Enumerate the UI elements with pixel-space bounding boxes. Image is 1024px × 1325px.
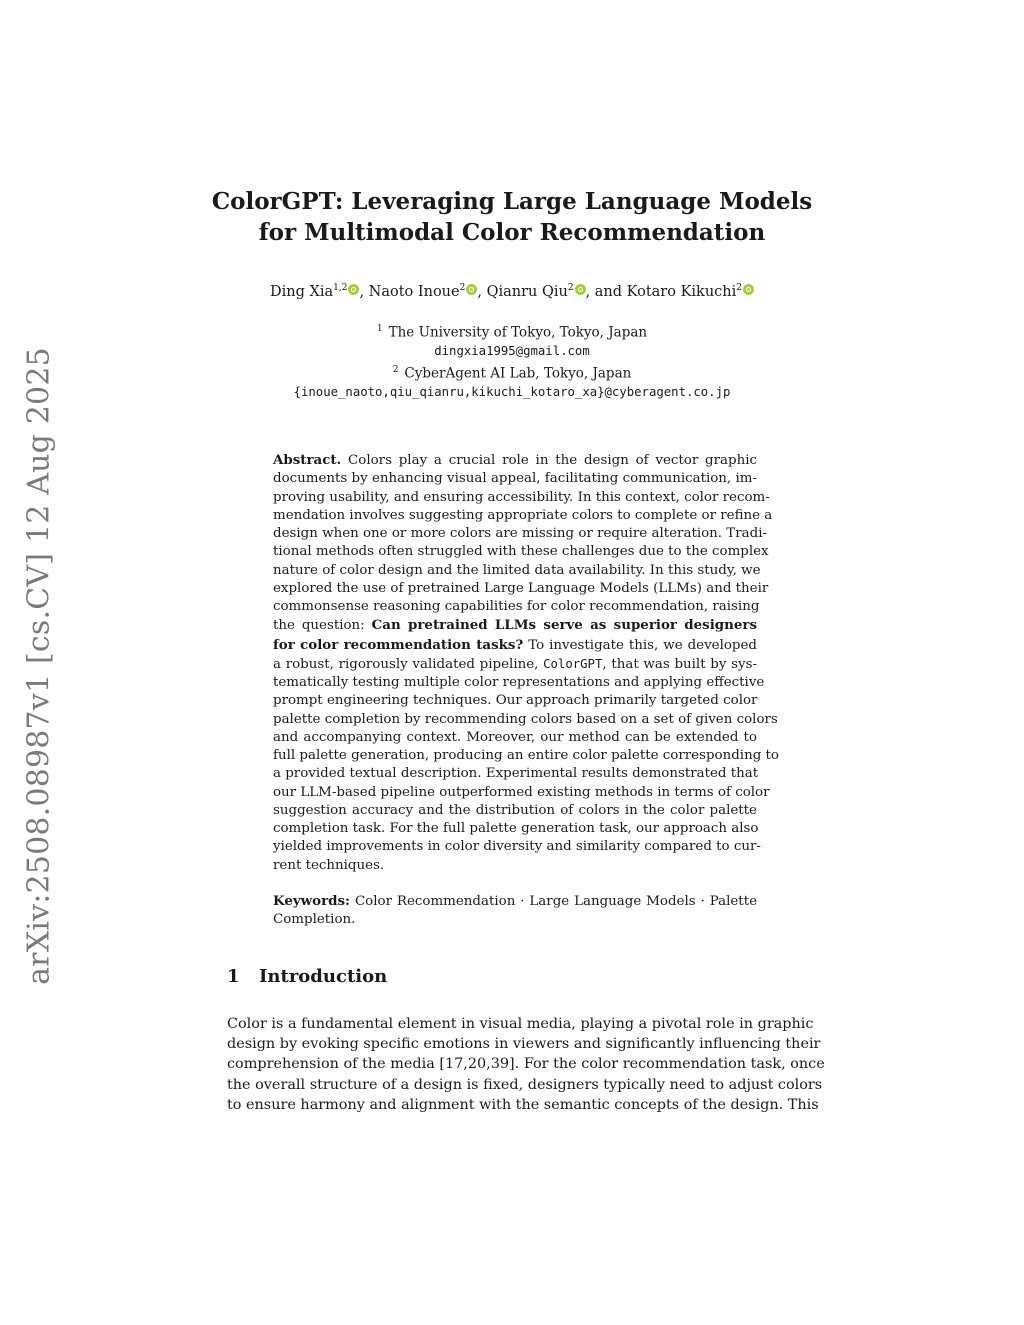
- affiliation-1-email[interactable]: dingxia1995@gmail.com: [434, 344, 590, 359]
- paper-title: [180, 186, 844, 248]
- author-name: Ding Xia: [270, 283, 334, 300]
- orcid-icon[interactable]: [575, 284, 586, 295]
- abstract-text: a robust, rigorously validated pipeline,: [273, 656, 539, 672]
- abstract-line: explored the use of pretrained Large Language Models (LLMs) and their: [273, 580, 769, 596]
- affiliations: [180, 320, 844, 402]
- abstract-line: full palette generation, producing an entire color palette corresponding to: [273, 748, 779, 763]
- abstract-line: tional methods often struggled with these challenges due to the complex: [273, 544, 769, 560]
- title-line-1: ColorGPT: Leveraging Large Language Models: [211, 188, 813, 215]
- abstract-line: [273, 655, 757, 674]
- keywords: [273, 892, 757, 930]
- affiliation-mark: 2: [392, 364, 399, 375]
- title-line-2: for Multimodal Color Recommendation: [258, 219, 766, 246]
- author-list: [180, 283, 844, 300]
- affiliation-text: CyberAgent AI Lab, Tokyo, Japan: [404, 365, 632, 382]
- orcid-icon[interactable]: [348, 284, 359, 295]
- author-affiliation-mark: 2: [567, 283, 574, 293]
- abstract: [273, 451, 779, 875]
- arxiv-identifier: arXiv:2508.08987v1 [cs.CV] 12 Aug 2025: [21, 347, 57, 985]
- abstract-text: , that was built by sys-: [602, 656, 757, 672]
- method-name: ColorGPT: [543, 656, 603, 671]
- abstract-line: our LLM-based pipeline outperformed existing methods in terms of color: [273, 784, 770, 800]
- author-name: Qianru Qiu: [486, 283, 568, 300]
- abstract-line: completion task. For the full palette generation task, our approach also: [273, 821, 759, 836]
- abstract-line: documents by enhancing visual appeal, facilitating communication, im-: [273, 471, 757, 487]
- affiliation-text: The University of Tokyo, Tokyo, Japan: [388, 324, 648, 341]
- author-affiliation-mark: 1,2: [333, 283, 348, 293]
- author-affiliation-mark: 2: [459, 283, 466, 293]
- abstract-line: yielded improvements in color diversity and similarity compared to cur-: [273, 839, 761, 855]
- author-affiliation-mark: 2: [736, 283, 742, 293]
- orcid-icon[interactable]: [743, 284, 754, 295]
- body-line: design by evoking specific emotions in viewers and significantly influencing their: [227, 1036, 821, 1053]
- abstract-line: design when one or more colors are missing or require alteration. Tradi-: [273, 526, 768, 541]
- affiliation-1: [180, 320, 844, 342]
- body-line: comprehension of the media [17,20,39]. For the color recommendation task, once: [227, 1056, 825, 1073]
- introduction-paragraph: [227, 1014, 825, 1115]
- keywords-label: Keywords:: [273, 893, 351, 909]
- author-separator: ,: [359, 283, 369, 300]
- abstract-line: rent techniques.: [273, 857, 385, 873]
- section-title: Introduction: [259, 966, 388, 987]
- section-number: 1: [227, 966, 240, 987]
- abstract-line: a provided textual description. Experimental results demonstrated that: [273, 766, 759, 782]
- affiliation-2: [180, 361, 844, 383]
- author-name: Naoto Inoue: [368, 283, 460, 300]
- research-question: for color recommendation tasks?: [273, 636, 524, 653]
- arxiv-sidebar-stamp: [14, 347, 64, 985]
- author-separator: ,: [477, 283, 487, 300]
- abstract-line: suggestion accuracy and the distribution of colors in the color palette: [273, 802, 757, 818]
- research-question: Can pretrained LLMs serve as superior designers: [371, 617, 757, 634]
- author-name: Kotaro Kikuchi: [626, 283, 737, 300]
- abstract-line: tematically testing multiple color representations and applying effective: [273, 675, 765, 690]
- abstract-line: and accompanying context. Moreover, our method can be extended to: [273, 729, 757, 745]
- abstract-label: Abstract.: [273, 452, 342, 468]
- abstract-line: [273, 636, 757, 655]
- body-line: Color is a fundamental element in visual media, playing a pivotal role in graphic: [227, 1016, 814, 1032]
- abstract-line: nature of color design and the limited data availability. In this study, we: [273, 562, 761, 578]
- section-heading: [227, 966, 387, 987]
- keywords-text: Color Recommendation · Large Language Models · Palette: [354, 894, 757, 909]
- abstract-line: proving usability, and ensuring accessibility. In this context, color recom-: [273, 489, 770, 505]
- keywords-line: Completion.: [273, 912, 356, 928]
- keywords-line: [273, 892, 757, 911]
- body-line: to ensure harmony and alignment with the semantic concepts of the design. This: [227, 1096, 819, 1113]
- affiliation-2-email[interactable]: {inoue_naoto,qiu_qianru,kikuchi_kotaro_xa}@cyberagent.co.jp: [293, 385, 731, 400]
- abstract-line: mendation involves suggesting appropriate colors to complete or refine a: [273, 507, 773, 523]
- author-separator: , and: [585, 283, 627, 300]
- abstract-line: commonsense reasoning capabilities for color recommendation, raising: [273, 599, 760, 614]
- abstract-text: To investigate this, we developed: [528, 637, 757, 653]
- abstract-line: palette completion by recommending colors based on a set of given colors: [273, 711, 778, 727]
- abstract-text: the question:: [273, 618, 365, 634]
- orcid-icon[interactable]: [466, 284, 477, 295]
- abstract-line: [273, 451, 757, 470]
- body-line: the overall structure of a design is fixed, designers typically need to adjust colors: [227, 1076, 823, 1093]
- abstract-line: prompt engineering techniques. Our approach primarily targeted color: [273, 693, 758, 709]
- affiliation-mark: 1: [376, 324, 383, 334]
- abstract-text: Colors play a crucial role in the design of vector graphic: [348, 453, 757, 468]
- abstract-line: [273, 616, 757, 635]
